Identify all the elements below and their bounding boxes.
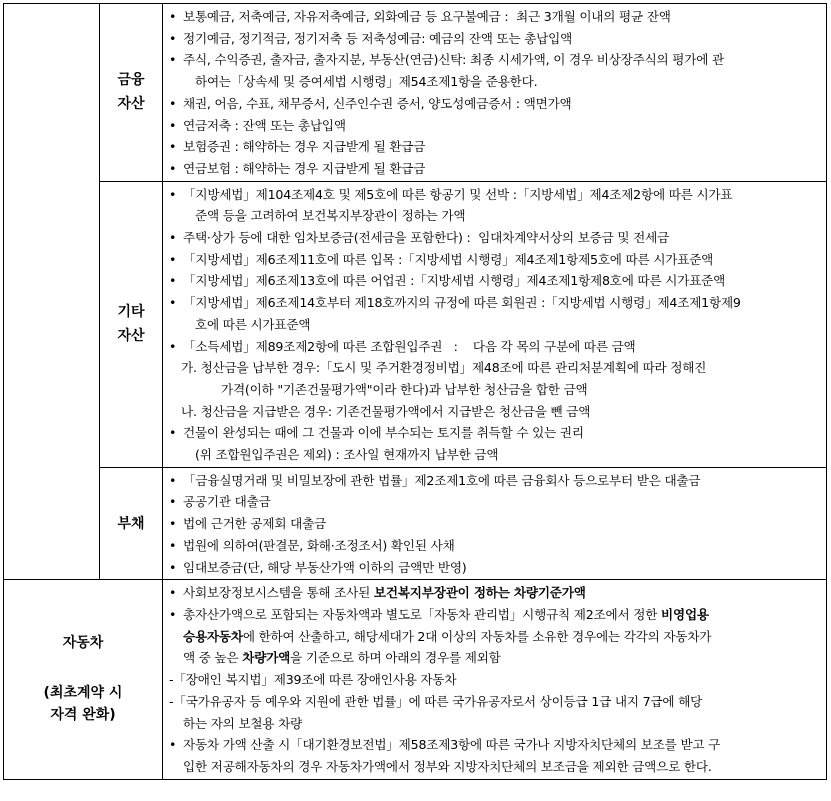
list-item-continuation: 액 중 높은 차량가액을 기준으로 하며 아래의 경우를 제외함 xyxy=(183,650,501,666)
list-item: • 「소득세법」제89조제2항에 따른 조합원입주권 : 다음 각 목의 구분에 따른 금액 xyxy=(169,336,820,358)
category-other-assets: 기타 자산 xyxy=(100,181,163,467)
bullet-icon: • xyxy=(169,338,177,354)
category-debt: 부채 xyxy=(100,467,163,580)
list-item: • 보험증권 : 해약하는 경우 지급받게 될 환급금 xyxy=(169,136,820,158)
category-empty-cell xyxy=(4,4,100,580)
sub-item-a-continuation: 가격(이하 "기존건물평가액"이라 한다)과 납부한 청산금을 합한 금액 xyxy=(221,381,588,397)
list-item: • 채권, 어음, 수표, 채무증서, 신주인수권 증서, 양도성예금증서 : 액면가액 xyxy=(169,93,820,115)
category-financial-assets: 금융 자산 xyxy=(100,4,163,182)
bullet-icon: • xyxy=(169,160,177,176)
list-item: • 주택·상가 등에 대한 임차보증금(전세금을 포함한다) : 임대차계약서상의 보증금 및 전세금 xyxy=(169,227,820,249)
bullet-icon: • xyxy=(169,537,177,553)
list-item: • 공공기관 대출금 xyxy=(169,491,820,513)
list-item-continuation: (위 조합원입주권은 제외) : 조사일 현재까지 납부한 금액 xyxy=(195,447,499,463)
bullet-icon: • xyxy=(169,516,177,532)
list-item-continuation: 입한 저공해자동차의 경우 자동차가액에서 정부와 지방자치단체의 보조금을 제외한 금액으로 한다. xyxy=(183,758,712,774)
list-item: • 「지방세법」제6조제13호에 따른 어업권 :「지방세법 시행령」제4조제1항제8호에 따른 시가표준액 xyxy=(169,270,820,292)
bullet-icon: • xyxy=(169,139,177,155)
list-item: • 「지방세법」제104조제4호 및 제5호에 따른 항공기 및 선박 :「지방세법」제4조제2항에 따른 시가표 xyxy=(169,184,820,206)
list-item: • 임대보증금(단, 해당 부동산가액 이하의 금액만 반영) xyxy=(169,557,820,579)
list-item: • 자동차 가액 산출 시「대기환경보전법」제58조제3항에 따른 국가나 지방자치단체의 보조를 받고 구 xyxy=(169,734,820,756)
list-item: • 정기예금, 정기적금, 정기저축 등 저축성예금: 예금의 잔액 또는 총납입액 xyxy=(169,28,820,50)
bullet-icon: • xyxy=(169,472,177,488)
list-item-continuation: 호에 따른 시가표준액 xyxy=(195,316,311,332)
row-debt xyxy=(4,467,827,580)
row-financial-assets xyxy=(4,4,827,182)
bullet-icon: • xyxy=(169,606,177,622)
bullet-icon: • xyxy=(169,273,177,289)
exception-item: -「장애인 복지법」제39조에 따른 장애인사용 자동차 xyxy=(169,672,457,688)
bullet-icon: • xyxy=(169,559,177,575)
asset-criteria-table xyxy=(3,3,827,780)
sub-item-a: 가. 청산금을 납부한 경우:「도시 및 주거환경정비법」제48조에 따른 관리처분계획에 따라 정해진 xyxy=(181,360,707,376)
bullet-icon: • xyxy=(169,95,177,111)
bullet-icon: • xyxy=(169,230,177,246)
list-item: • 연금보험 : 해약하는 경우 지급받게 될 환급금 xyxy=(169,158,820,180)
bullet-icon: • xyxy=(169,251,177,267)
list-item: • 건물이 완성되는 때에 그 건물과 이에 부수되는 토지를 취득할 수 있는 권리 xyxy=(169,422,820,444)
bullet-icon: • xyxy=(169,52,177,68)
sub-item-b: 나. 청산금을 지급받은 경우: 기존건물평가액에서 지급받은 청산금을 뺀 금액 xyxy=(181,403,591,419)
category-vehicle: 자동차 (최초계약 시 자격 완화) xyxy=(4,580,163,779)
list-item: • 법에 근거한 공제회 대출금 xyxy=(169,513,820,535)
bullet-icon: • xyxy=(169,737,177,753)
list-item-continuation: 하여는「상속세 및 증여세법 시행령」제54조제1항을 준용한다. xyxy=(195,74,538,90)
list-item: • 보통예금, 저축예금, 자유저축예금, 외화예금 등 요구불예금 : 최근 3개월 이내의 평균 잔액 xyxy=(169,6,820,28)
other-assets-content xyxy=(163,181,827,467)
list-item: • 「금융실명거래 및 비밀보장에 관한 법률」제2조제1호에 따른 금융회사 등으로부터 받은 대출금 xyxy=(169,470,820,492)
bullet-icon: • xyxy=(169,9,177,24)
list-item: • 사회보장정보시스템을 통해 조사된 보건복지부장관이 정하는 차량기준가액 xyxy=(169,582,820,604)
exception-item-continuation: 하는 자의 보철용 차량 xyxy=(183,715,303,731)
vehicle-content xyxy=(163,580,827,779)
bullet-icon: • xyxy=(169,494,177,510)
list-item: • 연금저축 : 잔액 또는 총납입액 xyxy=(169,115,820,137)
bullet-icon: • xyxy=(169,186,177,202)
exception-item: -「국가유공자 등 예우와 지원에 관한 법률」에 따른 국가유공자로서 상이등급 1급 내지 7급에 해당 xyxy=(169,693,703,709)
row-vehicle xyxy=(4,580,827,779)
list-item: • 주식, 수익증권, 출자금, 출자지분, 부동산(연금)신탁: 최종 시세가액, 이 경우 비상장주식의 평가에 관 xyxy=(169,49,820,71)
list-item-continuation: 승용자동차에 한하여 산출하고, 해당세대가 2대 이상의 자동차를 소유한 경우에는 각각의 자동차가 xyxy=(183,628,712,644)
bullet-icon: • xyxy=(169,117,177,133)
bullet-icon: • xyxy=(169,295,177,311)
row-other-assets xyxy=(4,181,827,467)
bullet-icon: • xyxy=(169,585,177,601)
list-item: • 법원에 의하여(판결문, 화해·조정조서) 확인된 사채 xyxy=(169,535,820,557)
list-item: • 「지방세법」제6조제11호에 따른 입목 :「지방세법 시행령」제4조제1항제5호에 따른 시가표준액 xyxy=(169,249,820,271)
financial-assets-content xyxy=(163,4,827,182)
debt-content xyxy=(163,467,827,580)
list-item-continuation: 준액 등을 고려하여 보건복지부장관이 정하는 가액 xyxy=(195,208,466,224)
list-item: • 「지방세법」제6조제14호부터 제18호까지의 규정에 따른 회원권 :「지방세법 시행령」제4조제1항제9 xyxy=(169,292,820,314)
list-item: • 총자산가액으로 포함되는 자동차액과 별도로「자동차 관리법」시행규칙 제2조에서 정한 비영업용 xyxy=(169,604,820,626)
bullet-icon: • xyxy=(169,425,177,441)
bullet-icon: • xyxy=(169,30,177,46)
